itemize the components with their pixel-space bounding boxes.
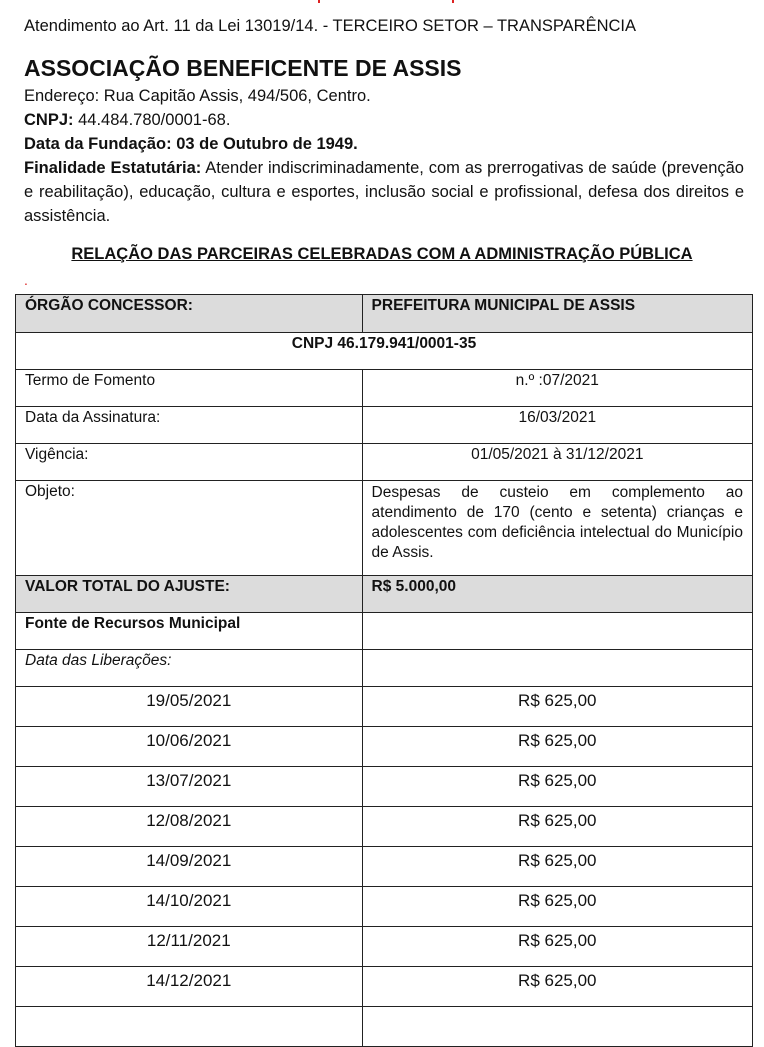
table-row	[16, 576, 753, 613]
empty-cell	[362, 1007, 752, 1047]
table-row	[16, 333, 753, 370]
page-edge-mark	[452, 0, 454, 3]
termo-label: Termo de Fomento	[16, 370, 363, 407]
org-founding	[24, 132, 744, 156]
header-line: Atendimento ao Art. 11 da Lei 13019/14. - TERCEIRO SETOR – TRANSPARÊNCIA	[24, 17, 637, 35]
payment-row	[16, 927, 753, 967]
payment-date: 13/07/2021	[16, 767, 363, 807]
vigencia-label: Vigência:	[16, 444, 363, 481]
payment-row	[16, 967, 753, 1007]
table-row	[16, 444, 753, 481]
assinatura-value: 16/03/2021	[362, 407, 752, 444]
payment-amount: R$ 625,00	[362, 807, 752, 847]
payment-date: 10/06/2021	[16, 727, 363, 767]
table-row	[16, 481, 753, 576]
org-cnpj	[24, 108, 744, 132]
red-dot: .	[24, 272, 28, 288]
liberacoes-value	[362, 650, 752, 687]
payment-amount: R$ 625,00	[362, 967, 752, 1007]
payment-amount: R$ 625,00	[362, 767, 752, 807]
objeto-value: Despesas de custeio em complemento ao atendimento de 170 (cento e setenta) crianças e adolescentes com deficiência intelectual do Município de Assis.	[362, 481, 752, 576]
payment-date: 12/11/2021	[16, 927, 363, 967]
org-name: ASSOCIAÇÃO BENEFICENTE DE ASSIS	[24, 55, 462, 81]
payment-row	[16, 767, 753, 807]
org-info	[24, 84, 744, 228]
fonte-label: Fonte de Recursos Municipal	[16, 613, 363, 650]
payment-row	[16, 807, 753, 847]
payment-amount: R$ 625,00	[362, 927, 752, 967]
org-address: Endereço: Rua Capitão Assis, 494/506, Centro.	[24, 87, 371, 105]
page-edge-mark	[318, 0, 320, 3]
table-row	[16, 370, 753, 407]
valor-value: R$ 5.000,00	[362, 576, 752, 613]
fonte-value	[362, 613, 752, 650]
cnpj-label: CNPJ:	[24, 111, 74, 129]
partnership-table	[15, 294, 753, 1047]
founding-text: Data da Fundação: 03 de Outubro de 1949.	[24, 135, 358, 153]
payment-date: 12/08/2021	[16, 807, 363, 847]
termo-value: n.º :07/2021	[362, 370, 752, 407]
purpose-label: Finalidade Estatutária:	[24, 159, 202, 177]
payment-date: 14/12/2021	[16, 967, 363, 1007]
payment-row	[16, 887, 753, 927]
payment-row	[16, 687, 753, 727]
empty-cell	[16, 1007, 363, 1047]
payment-amount: R$ 625,00	[362, 687, 752, 727]
orgao-label: ÓRGÃO CONCESSOR:	[16, 295, 363, 333]
table-row	[16, 650, 753, 687]
vigencia-value: 01/05/2021 à 31/12/2021	[362, 444, 752, 481]
liberacoes-label: Data das Liberações:	[16, 650, 363, 687]
org-purpose	[24, 156, 744, 228]
payment-date: 14/10/2021	[16, 887, 363, 927]
payment-date: 14/09/2021	[16, 847, 363, 887]
table-row	[16, 613, 753, 650]
section-title: RELAÇÃO DAS PARCEIRAS CELEBRADAS COM A ADMINISTRAÇÃO PÚBLICA	[71, 245, 693, 263]
assinatura-label: Data da Assinatura:	[16, 407, 363, 444]
payment-amount: R$ 625,00	[362, 887, 752, 927]
objeto-label: Objeto:	[16, 481, 363, 576]
payment-amount: R$ 625,00	[362, 847, 752, 887]
table-row	[16, 407, 753, 444]
payment-amount: R$ 625,00	[362, 727, 752, 767]
payment-row	[16, 727, 753, 767]
payment-row	[16, 847, 753, 887]
purpose-text: Atender indiscriminadamente, com as prerrogativas de saúde (prevenção e reabilitação), educação, cultura e esportes, inclusão social e profissional, defesa dos direitos e assistência.	[24, 159, 744, 225]
payment-date: 19/05/2021	[16, 687, 363, 727]
table-row	[16, 295, 753, 333]
concessor-cnpj: CNPJ 46.179.941/0001-35	[16, 333, 753, 370]
valor-label: VALOR TOTAL DO AJUSTE:	[16, 576, 363, 613]
cnpj-value: 44.484.780/0001-68.	[73, 111, 231, 129]
table-row	[16, 1007, 753, 1047]
orgao-value: PREFEITURA MUNICIPAL DE ASSIS	[362, 295, 752, 333]
